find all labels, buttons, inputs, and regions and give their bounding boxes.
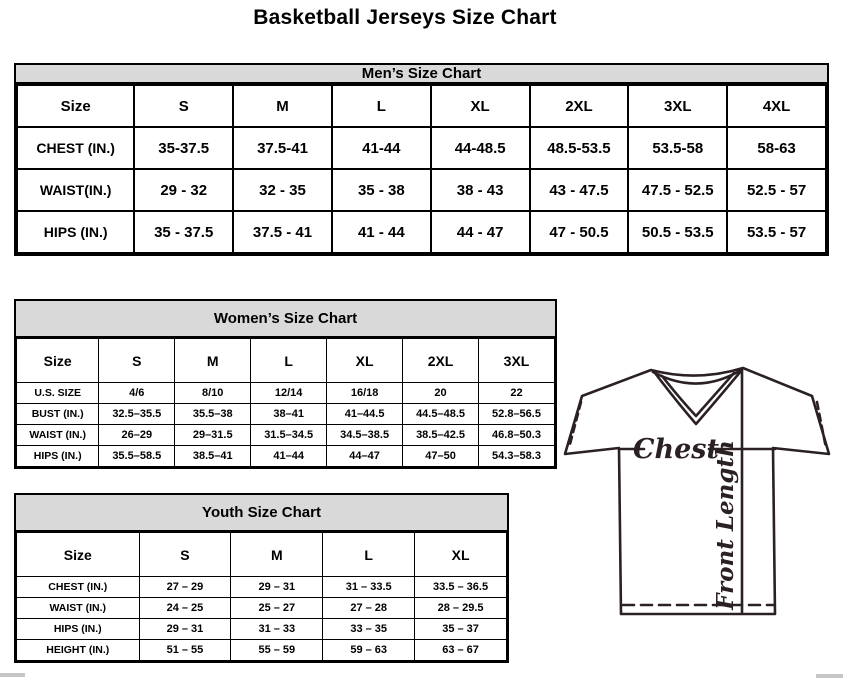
- column-header-0: Size: [17, 339, 99, 383]
- table-row: [17, 640, 507, 661]
- row-label: WAIST (IN.): [17, 425, 99, 446]
- size-cell: 31 – 33: [231, 619, 323, 640]
- size-cell: 38–41: [251, 404, 327, 425]
- row-label: WAIST (IN.): [17, 598, 140, 619]
- size-cell: 53.5-58: [628, 127, 727, 169]
- size-cell: 27 – 28: [323, 598, 415, 619]
- chest-label: Chest: [633, 434, 719, 465]
- column-header-4: XL: [327, 339, 403, 383]
- mens-size-chart-title: Men’s Size Chart: [16, 65, 827, 84]
- size-cell: 35 – 37: [415, 619, 507, 640]
- size-cell: 12/14: [251, 383, 327, 404]
- horizontal-scrollbar-fragment-right[interactable]: [816, 674, 843, 678]
- column-header-1: S: [99, 339, 175, 383]
- column-header-4: XL: [431, 85, 530, 127]
- column-header-6: 3XL: [628, 85, 727, 127]
- size-cell: 41-44: [332, 127, 431, 169]
- table-row: [17, 127, 826, 169]
- row-label: WAIST(IN.): [17, 169, 134, 211]
- mens-size-table: [16, 84, 827, 254]
- size-cell: 47 - 50.5: [530, 211, 629, 253]
- size-cell: 20: [403, 383, 479, 404]
- table-row: [17, 383, 555, 404]
- table-row: [17, 619, 507, 640]
- size-cell: 44 - 47: [431, 211, 530, 253]
- column-header-0: Size: [17, 533, 140, 577]
- size-cell: 29 – 31: [231, 577, 323, 598]
- womens-size-table: [16, 338, 555, 467]
- size-cell: 41–44: [251, 446, 327, 467]
- size-cell: 41–44.5: [327, 404, 403, 425]
- row-label: U.S. SIZE: [17, 383, 99, 404]
- row-label: HIPS (IN.): [17, 446, 99, 467]
- column-header-3: L: [332, 85, 431, 127]
- size-cell: 38 - 43: [431, 169, 530, 211]
- size-cell: 44-48.5: [431, 127, 530, 169]
- column-header-5: 2XL: [530, 85, 629, 127]
- size-cell: 8/10: [175, 383, 251, 404]
- table-row: [17, 598, 507, 619]
- size-cell: 25 – 27: [231, 598, 323, 619]
- column-header-2: M: [231, 533, 323, 577]
- table-row: [17, 404, 555, 425]
- size-cell: 32.5–35.5: [99, 404, 175, 425]
- womens-size-chart-title: Women’s Size Chart: [16, 301, 555, 338]
- size-cell: 28 – 29.5: [415, 598, 507, 619]
- womens-size-chart: [14, 299, 557, 469]
- size-cell: 44–47: [327, 446, 403, 467]
- mens-size-chart: [14, 63, 829, 256]
- table-row: [17, 577, 507, 598]
- column-header-7: 4XL: [727, 85, 826, 127]
- page-title: Basketball Jerseys Size Chart: [253, 6, 557, 29]
- size-cell: 31 – 33.5: [323, 577, 415, 598]
- size-cell: 29–31.5: [175, 425, 251, 446]
- size-cell: 24 – 25: [139, 598, 231, 619]
- row-label: HIPS (IN.): [17, 619, 140, 640]
- size-cell: 22: [479, 383, 555, 404]
- size-cell: 53.5 - 57: [727, 211, 826, 253]
- size-cell: 29 - 32: [134, 169, 233, 211]
- jersey-outline: [565, 368, 829, 614]
- table-row: [17, 446, 555, 467]
- jersey-diagram: [558, 360, 840, 628]
- row-label: CHEST (IN.): [17, 577, 140, 598]
- size-cell: 50.5 - 53.5: [628, 211, 727, 253]
- size-cell: 35 - 38: [332, 169, 431, 211]
- youth-size-table: [16, 532, 507, 661]
- womens-size-table-wrap: [16, 338, 555, 467]
- size-cell: 31.5–34.5: [251, 425, 327, 446]
- column-header-6: 3XL: [479, 339, 555, 383]
- size-cell: 48.5-53.5: [530, 127, 629, 169]
- size-cell: 63 – 67: [415, 640, 507, 661]
- size-cell: 16/18: [327, 383, 403, 404]
- size-cell: 34.5–38.5: [327, 425, 403, 446]
- mens-size-table-wrap: [16, 84, 827, 254]
- column-header-row: [17, 339, 555, 383]
- size-cell: 47.5 - 52.5: [628, 169, 727, 211]
- table-row: [17, 211, 826, 253]
- size-cell: 41 - 44: [332, 211, 431, 253]
- size-cell: 43 - 47.5: [530, 169, 629, 211]
- front-length-label: Front Length: [712, 440, 739, 610]
- table-row: [17, 425, 555, 446]
- youth-size-table-wrap: [16, 532, 507, 661]
- size-cell: 33 – 35: [323, 619, 415, 640]
- size-cell: 29 – 31: [139, 619, 231, 640]
- size-cell: 38.5–41: [175, 446, 251, 467]
- column-header-row: [17, 85, 826, 127]
- size-cell: 51 – 55: [139, 640, 231, 661]
- youth-size-chart-title: Youth Size Chart: [16, 495, 507, 532]
- youth-size-chart: [14, 493, 509, 663]
- column-header-3: L: [323, 533, 415, 577]
- size-cell: 26–29: [99, 425, 175, 446]
- size-cell: 54.3–58.3: [479, 446, 555, 467]
- size-cell: 35.5–58.5: [99, 446, 175, 467]
- column-header-5: 2XL: [403, 339, 479, 383]
- column-header-2: M: [233, 85, 332, 127]
- size-cell: 52.5 - 57: [727, 169, 826, 211]
- size-cell: 35-37.5: [134, 127, 233, 169]
- size-cell: 59 – 63: [323, 640, 415, 661]
- size-cell: 37.5 - 41: [233, 211, 332, 253]
- column-header-0: Size: [17, 85, 134, 127]
- column-header-3: L: [251, 339, 327, 383]
- column-header-1: S: [134, 85, 233, 127]
- size-cell: 33.5 – 36.5: [415, 577, 507, 598]
- size-cell: 46.8–50.3: [479, 425, 555, 446]
- size-cell: 32 - 35: [233, 169, 332, 211]
- size-cell: 38.5–42.5: [403, 425, 479, 446]
- horizontal-scrollbar-fragment-left[interactable]: [0, 673, 25, 677]
- column-header-row: [17, 533, 507, 577]
- row-label: BUST (IN.): [17, 404, 99, 425]
- size-cell: 58-63: [727, 127, 826, 169]
- size-cell: 44.5–48.5: [403, 404, 479, 425]
- column-header-2: M: [175, 339, 251, 383]
- column-header-4: XL: [415, 533, 507, 577]
- size-cell: 35.5–38: [175, 404, 251, 425]
- row-label: CHEST (IN.): [17, 127, 134, 169]
- size-cell: 4/6: [99, 383, 175, 404]
- size-cell: 27 – 29: [139, 577, 231, 598]
- table-row: [17, 169, 826, 211]
- row-label: HEIGHT (IN.): [17, 640, 140, 661]
- row-label: HIPS (IN.): [17, 211, 134, 253]
- column-header-1: S: [139, 533, 231, 577]
- size-cell: 37.5-41: [233, 127, 332, 169]
- size-cell: 35 - 37.5: [134, 211, 233, 253]
- size-cell: 52.8–56.5: [479, 404, 555, 425]
- size-cell: 55 – 59: [231, 640, 323, 661]
- size-cell: 47–50: [403, 446, 479, 467]
